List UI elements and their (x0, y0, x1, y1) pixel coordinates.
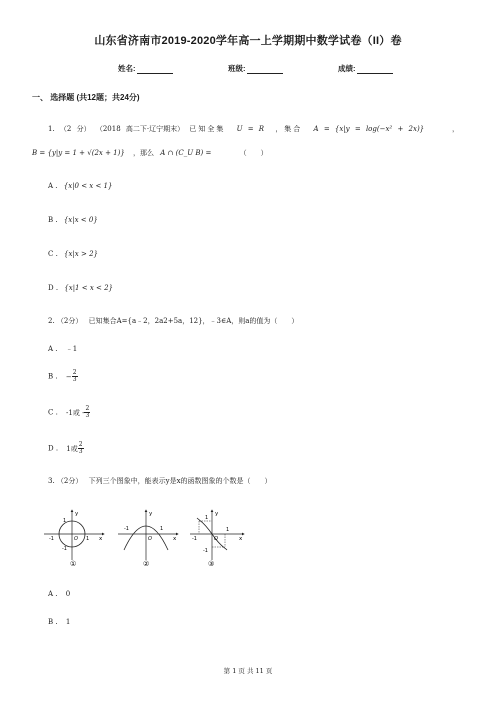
tick-label: 1 (160, 526, 164, 532)
option-label: A . (48, 182, 58, 190)
option-a[interactable] (48, 182, 112, 190)
option-label: C . (48, 250, 58, 258)
fraction (72, 370, 78, 383)
option-text: 1 (65, 618, 71, 626)
option-prefix: -1或 - (66, 408, 85, 417)
name-blank[interactable] (137, 66, 173, 74)
tick-label: 1 (86, 536, 90, 542)
tick-label: 1 (226, 527, 230, 533)
axis-label-x: x (99, 536, 103, 542)
set-u: U = R (236, 125, 265, 133)
score-blank[interactable] (357, 66, 393, 74)
score-field[interactable] (338, 63, 393, 74)
graph-1 (44, 510, 104, 568)
fraction (78, 442, 84, 455)
tick-label: -1 (124, 526, 129, 532)
option-text: 0 (65, 590, 71, 598)
question-1-line-2 (32, 148, 268, 158)
question-number: 1. (48, 125, 55, 133)
option-b[interactable] (48, 370, 78, 383)
set-b: B = {y|y = 1 + √(2x + 1)} (32, 149, 125, 157)
tick-label: -1 (49, 536, 54, 542)
question-2 (48, 316, 298, 326)
intersection-expression: A ∩ (C_U B) = (160, 149, 212, 157)
axis-label-y: y (75, 511, 79, 517)
origin-label: O (74, 536, 78, 542)
question-number: 3. (48, 477, 55, 485)
question-number: 2. (48, 317, 55, 325)
graph-caption: ① (70, 560, 77, 568)
tick-label: 1 (63, 518, 67, 524)
page-footer: 第 1 页 共 11 页 (223, 667, 273, 675)
class-field[interactable] (228, 63, 283, 74)
option-label: C . (48, 408, 58, 417)
origin-label: O (148, 536, 152, 542)
option-c[interactable] (48, 406, 90, 419)
question-text: ，集合 (275, 125, 303, 133)
question-comma: ， (452, 125, 459, 133)
fraction-numerator: 2 (78, 441, 83, 448)
name-label: 姓名: (118, 64, 136, 73)
option-b[interactable] (48, 216, 98, 224)
option-label: B . (48, 618, 58, 626)
class-label: 班级: (228, 64, 246, 73)
question-3 (48, 476, 272, 486)
name-field[interactable] (118, 63, 173, 74)
tick-label: -1 (192, 536, 197, 542)
fraction-denominator: 3 (78, 448, 83, 455)
question-1-line-1 (48, 124, 424, 134)
option-label: D . (48, 444, 59, 453)
question-text: 已知全集 (189, 125, 226, 133)
option-label: B . (48, 216, 58, 224)
fraction-denominator: 3 (72, 376, 77, 383)
graph-caption: ③ (208, 560, 215, 568)
axis-label-y: y (215, 511, 219, 517)
axis-label-x: x (173, 536, 177, 542)
option-text: {x|x > 2} (64, 250, 98, 258)
question-text: 下列三个图象中，能表示y是x的函数图象的个数是（ ） (88, 477, 272, 485)
question-score: （2分） (56, 477, 83, 485)
question-text: 已知集合A={a﹣2，2a2+5a，12}，﹣3∈A，则a的值为（ ） (88, 317, 299, 325)
option-text: {x|1 < x < 2} (64, 284, 113, 292)
option-label: D . (48, 284, 59, 292)
question-score: （2 分） (59, 125, 91, 133)
option-a[interactable] (48, 590, 70, 598)
option-d[interactable] (48, 284, 113, 292)
option-label: A . (48, 590, 58, 598)
option-text: ﹣1 (65, 345, 78, 353)
question-text: ，那么 (133, 149, 155, 157)
option-d[interactable] (48, 442, 84, 455)
tick-label: -1 (62, 546, 67, 552)
option-a[interactable] (48, 344, 77, 354)
option-label: A . (48, 345, 58, 353)
fraction (84, 406, 90, 419)
option-b[interactable] (48, 618, 70, 626)
axis-label-x: x (239, 536, 243, 542)
fraction-numerator: 2 (72, 369, 77, 376)
option-prefix: − (65, 372, 72, 381)
page-title: 山东省济南市2019-2020学年高一上学期期中数学试卷（II）卷 (94, 35, 402, 47)
tick-label: 1 (205, 515, 209, 521)
question-score: （2分） (56, 317, 83, 325)
class-blank[interactable] (247, 66, 283, 74)
option-text: {x|x < 0} (63, 216, 98, 224)
option-c[interactable] (48, 250, 98, 258)
graph-3 (190, 510, 244, 568)
graph-2 (118, 510, 178, 568)
score-label: 成绩: (338, 64, 356, 73)
option-prefix: 1或 (66, 444, 78, 453)
origin-label: O (214, 536, 218, 542)
function-graphs (40, 506, 250, 574)
option-text: {x|0 < x < 1} (63, 182, 113, 190)
option-label: B . (48, 372, 58, 381)
axis-label-y: y (149, 511, 153, 517)
set-a: A = {x|y = log(−x² + 2x)} (313, 125, 425, 133)
question-source: （2018 高二下·辽宁期末） (95, 125, 185, 133)
section-title: 一、 选择题 (共12题；共24分) (32, 93, 140, 102)
fraction-denominator: 3 (85, 412, 90, 419)
graph-caption: ② (143, 560, 150, 568)
answer-paren: （ ） (239, 149, 268, 157)
fraction-numerator: 2 (85, 405, 90, 412)
tick-label: -1 (203, 548, 208, 554)
